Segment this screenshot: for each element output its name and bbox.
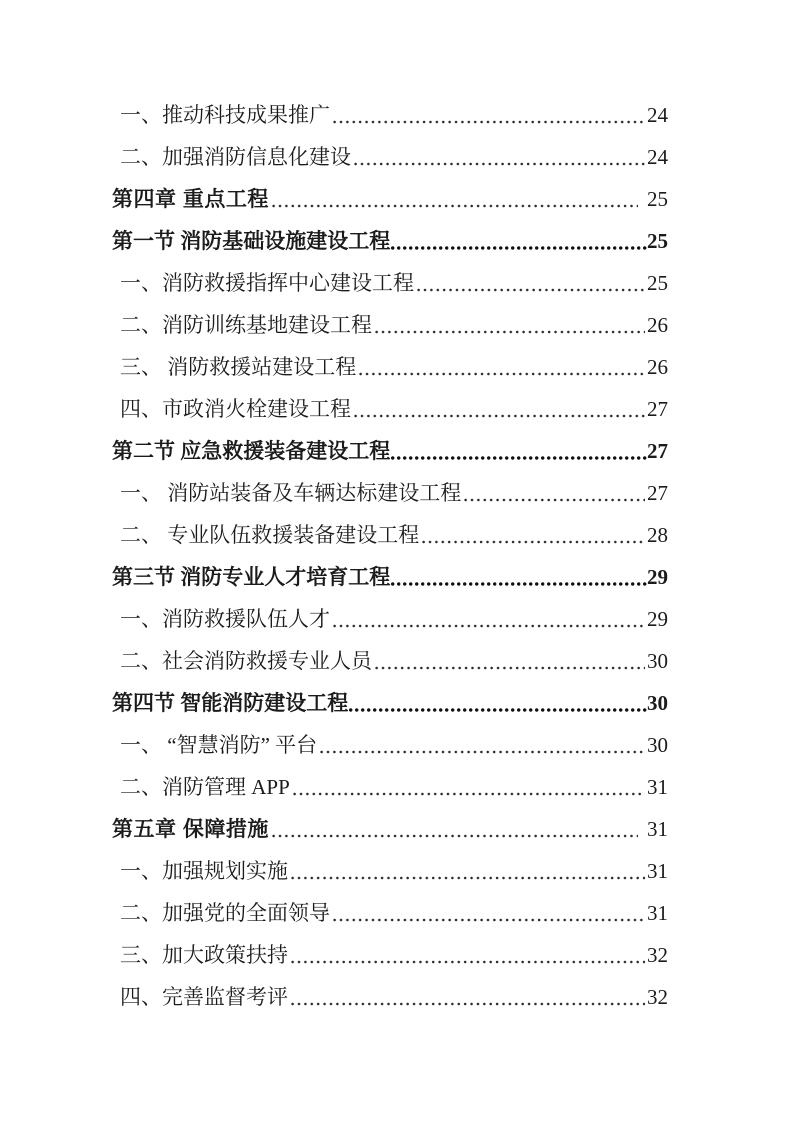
toc-entry-row[interactable] [112, 640, 668, 682]
toc-page-number: 32 [647, 985, 668, 1009]
toc-entry-label: 二、消防管理 APP [120, 775, 290, 799]
dot-leader [291, 876, 645, 880]
dot-leader [320, 750, 645, 754]
toc-page-number: 26 [647, 313, 668, 337]
dot-leader [354, 414, 645, 418]
toc-entry-label: 二、加强消防信息化建设 [120, 145, 351, 169]
toc-page-number: 31 [647, 817, 668, 841]
dot-leader [417, 288, 645, 292]
toc-entry-label: 一、 消防站装备及车辆达标建设工程 [120, 481, 462, 505]
toc-section-label: 第二节 应急救援装备建设工程 [112, 439, 391, 463]
toc-section-row[interactable] [112, 430, 668, 472]
toc-entry-row[interactable] [112, 892, 668, 934]
toc-entry-row[interactable] [112, 472, 668, 514]
toc-page-number: 27 [647, 397, 668, 421]
dot-leader [291, 1002, 645, 1006]
toc-page-number: 25 [647, 229, 668, 253]
toc-page-number: 31 [647, 901, 668, 925]
toc-page-number: 32 [647, 943, 668, 967]
toc-page-number: 26 [647, 355, 668, 379]
dot-leader [422, 540, 645, 544]
toc-entry-row[interactable] [112, 304, 668, 346]
toc-entry-row[interactable] [112, 388, 668, 430]
toc-page-number: 29 [647, 607, 668, 631]
toc-entry-label: 一、推动科技成果推广 [120, 103, 330, 127]
toc-page-number: 25 [647, 187, 668, 211]
toc-entry-label: 一、消防救援指挥中心建设工程 [120, 271, 414, 295]
dot-leader [359, 372, 645, 376]
dot-leader [391, 582, 647, 586]
toc-page-number: 27 [647, 481, 668, 505]
toc-chapter-label: 第五章 保障措施 [112, 818, 269, 841]
toc-chapter-row[interactable] [112, 178, 668, 220]
toc-entry-row[interactable] [112, 724, 668, 766]
dot-leader [354, 162, 645, 166]
toc-section-label: 第一节 消防基础设施建设工程 [112, 229, 391, 253]
dot-leader [391, 456, 647, 460]
toc-entry-label: 四、完善监督考评 [120, 985, 288, 1009]
toc-section-label: 第三节 消防专业人才培育工程 [112, 565, 391, 589]
dot-leader [333, 918, 645, 922]
toc-entry-label: 二、社会消防救援专业人员 [120, 649, 372, 673]
dot-leader [391, 246, 647, 250]
toc-entry-label: 一、 “智慧消防” 平台 [120, 733, 318, 757]
toc-page-number: 25 [647, 271, 668, 295]
toc-entry-row[interactable] [112, 514, 668, 556]
toc-section-row[interactable] [112, 220, 668, 262]
toc-entry-label: 三、 消防救援站建设工程 [120, 355, 357, 379]
toc-entry-row[interactable] [112, 766, 668, 808]
dot-leader [272, 204, 638, 208]
dot-leader [272, 834, 638, 838]
toc-section-row[interactable] [112, 556, 668, 598]
dot-leader [291, 960, 645, 964]
toc-entry-row[interactable] [112, 934, 668, 976]
toc-chapter-row[interactable] [112, 808, 668, 850]
toc-page-number: 24 [647, 103, 668, 127]
toc-entry-row[interactable] [112, 136, 668, 178]
toc-entry-row[interactable] [112, 94, 668, 136]
dot-leader [464, 498, 645, 502]
toc-entry-label: 二、 专业队伍救援装备建设工程 [120, 523, 420, 547]
toc-section-label: 第四节 智能消防建设工程 [112, 691, 349, 715]
toc-page-number: 31 [647, 775, 668, 799]
toc-entry-row[interactable] [112, 598, 668, 640]
toc-section-row[interactable] [112, 682, 668, 724]
dot-leader [333, 624, 645, 628]
dot-leader [349, 708, 647, 712]
toc-page-number: 27 [647, 439, 668, 463]
toc-page-number: 30 [647, 691, 668, 715]
toc-entry-label: 二、消防训练基地建设工程 [120, 313, 372, 337]
dot-leader [375, 330, 645, 334]
toc-chapter-label: 第四章 重点工程 [112, 188, 269, 211]
toc-entry-label: 二、加强党的全面领导 [120, 901, 330, 925]
toc-entry-label: 四、市政消火栓建设工程 [120, 397, 351, 421]
toc-page-number: 24 [647, 145, 668, 169]
toc-page-number: 30 [647, 649, 668, 673]
toc-entry-row[interactable] [112, 346, 668, 388]
toc-entry-label: 一、消防救援队伍人才 [120, 607, 330, 631]
toc-entry-row[interactable] [112, 850, 668, 892]
toc-entry-label: 一、加强规划实施 [120, 859, 288, 883]
dot-leader [375, 666, 645, 670]
toc-page-number: 28 [647, 523, 668, 547]
toc-entry-row[interactable] [112, 262, 668, 304]
toc-page-number: 30 [647, 733, 668, 757]
dot-leader [293, 792, 645, 796]
table-of-contents [112, 94, 668, 1018]
toc-page-number: 31 [647, 859, 668, 883]
toc-entry-row[interactable] [112, 976, 668, 1018]
toc-entry-label: 三、加大政策扶持 [120, 943, 288, 967]
toc-page-number: 29 [647, 565, 668, 589]
dot-leader [333, 120, 645, 124]
